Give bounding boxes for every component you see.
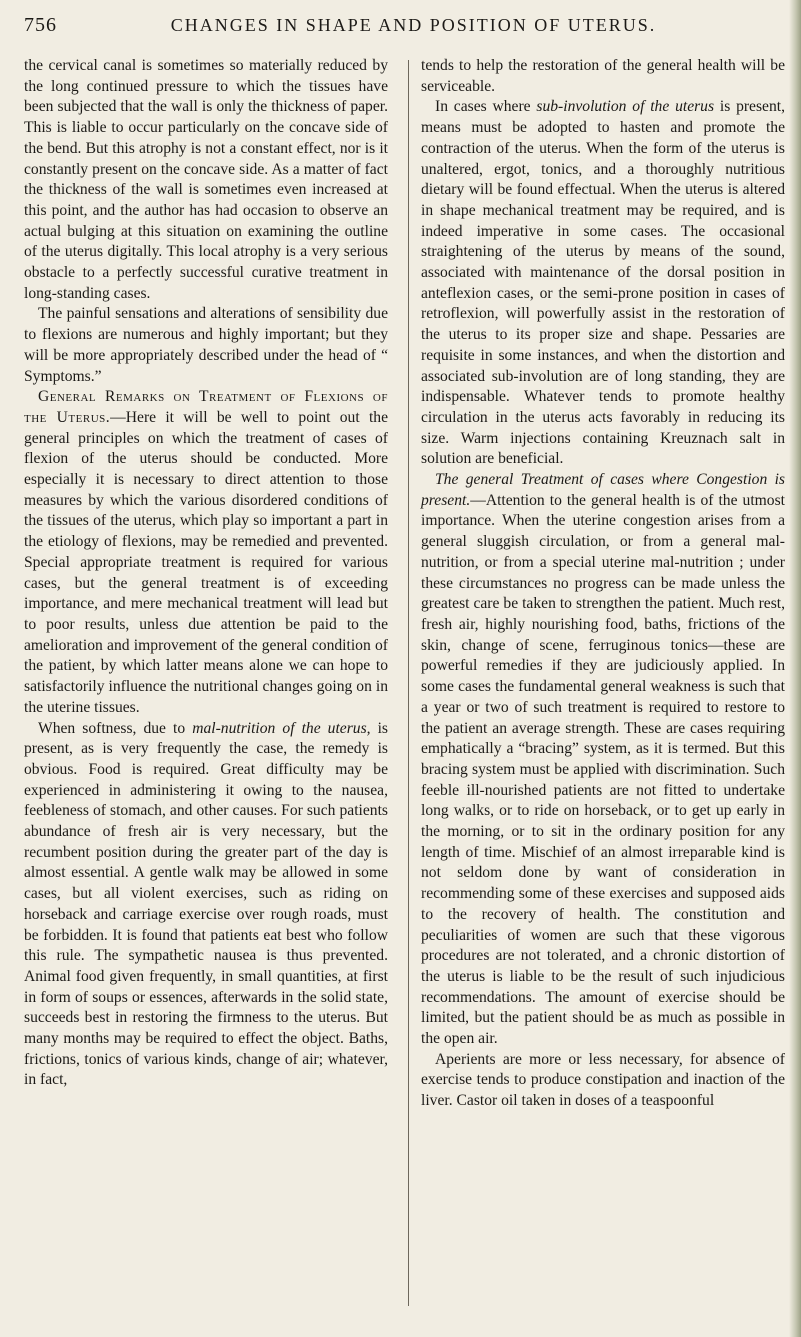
paragraph [421, 470, 785, 1050]
paragraph-text: is present, means must be adopted to hasten and promote the contraction of the uterus. When the form of the uterus is unaltered, ergot, tonics, and a thoroughly nutritious dietary will be found effectual. When the uterus is altered in shape mechanical treatment may be required, and is indeed imperative in some cases. The occasional straightening of the uterus by means of the sound, associated with maintenance of the dorsal position in anteflexion cases, or the semi-prone position in cases of retroflexion, will powerfully assist in the restoration of the uterus to its proper size and shape. Pessaries are requisite in some instances, and when the distortion and associated sub-involution are of long standing, they are indispensable. Whatever tends to promote healthy circulation in the uterus acts favorably in reducing its size. Warm injections containing Kreuznach salt in solution are beneficial. [421, 98, 785, 468]
right-column [421, 56, 785, 1306]
running-title: CHANGES IN SHAPE AND POSITION OF UTERUS. [170, 15, 657, 35]
paragraph-text: —Here it will be well to point out the general principles on which the treatment of cases of flexion of the uterus should be conducted. More especially it is necessary to direct attention to those measures by which the various disordered conditions of the tissues of the uterus, which play so important a part in the etiology of flexions, may be remedied and prevented. Special appropriate treatment is required for various cases, but the general treatment is of exceeding importance, and mere mechanical treatment will lead but to poor results, unless due attention be paid to the amelioration and improvement of the general condition of the patient, by which latter means alone we can hope to satisfactorily influence the nutritional changes going on in the uterine tissues. [24, 408, 388, 716]
paragraph [421, 97, 785, 470]
paragraph-text: —Attention to the general health is of the utmost importance. When the uterine congestion arises from a general sluggish circulation, or from a general mal-nutrition, or from a special uterine mal-nutrition ; under these circumstances no progress can be made unless the greatest care be taken to strengthen the patient. Much rest, fresh air, highly nourishing food, baths, frictions of the skin, change of scene, ferruginous tonics—these are powerful remedies if they are judiciously applied. In some cases the fundamental general weakness is such that a year or two of such treatment is required to restore to the patient an average strength. These are cases requiring emphatically a “bracing” system, as it is termed. But this bracing system must be applied with discrimination. Such feeble ill-nourished patients are not fitted to undertake long walks, or to ride on horseback, or to get up early in the morning, or to sit in the ordinary position for any length of time. Mischief of an almost irreparable kind is not seldom done by want of consideration in recommending some of these exercises and supposed aids to the recovery of health. The constitution and peculiarities of women are such that these vigorous procedures are not tolerated, and a chronic distortion of the uterus is liable to be the result of such injudicious recommendations. The amount of exercise should be limited, but the patient should be as much as possible in the open air. [421, 491, 785, 1048]
emphasis: sub-involution of the uterus [536, 98, 715, 116]
emphasis: mal-nutrition of the uterus, [192, 719, 371, 737]
paragraph: the cervical canal is sometimes so materially reduced by the long continued pressure to which the tissues have been subjected that the wall is only the thickness of paper. This is liable to occur particularly on the concave side of the bend. But this atrophy is not a constant effect, nor is it constantly present on the concave side. As a matter of fact the thickness of the wall is sometimes even increased at this point, and the author has had occasion to observe an actual bulging at this situation on examining the outline of the uterus digitally. This local atrophy is a very serious obstacle to a perfectly successful curative treatment in long-standing cases. [24, 57, 388, 302]
column-divider [408, 60, 409, 1306]
paragraph-text: In cases where [435, 98, 537, 116]
page-edge-shadow [789, 0, 801, 1337]
section-heading: General Remarks on Treatment of Flexions of the Uterus. [24, 388, 388, 426]
paragraph: The painful sensations and alterations of sensibility due to flexions are numerous and highly important; but they will be more appropriately described under the head of “ Symptoms.” [24, 305, 388, 385]
emphasis: The general Treatment of cases where Congestion is present. [421, 471, 785, 509]
text-columns [24, 56, 787, 1306]
left-column [24, 56, 388, 1306]
paragraph [24, 387, 388, 718]
paragraph [24, 719, 388, 1092]
running-head [24, 14, 787, 44]
paragraph: tends to help the restoration of the general health will be serviceable. [421, 57, 785, 95]
page-number: 756 [24, 14, 57, 36]
paragraph-text: is present, as is very frequently the case, the remedy is obvious. Food is required. Great difficulty may be experienced in administering it owing to the nausea, feebleness of stomach, and other causes. For such patients abundance of fresh air is very necessary, but the recumbent position during the greater part of the day is almost essential. A gentle walk may be allowed in some cases, but all violent exercises, such as riding on horseback and carriage exercise over rough roads, must be forbidden. It is found that patients eat best who follow this rule. The sympathetic nausea is thus prevented. Animal food given frequently, in small quantities, at first in form of soups or essences, afterwards in the solid state, succeeds best in restoring the firmness to the uterus. But many months may be required to effect the object. Baths, frictions, tonics of various kinds, change of air; whatever, in fact, [24, 719, 388, 1089]
paragraph: Aperients are more or less necessary, for absence of exercise tends to produce constipation and inaction of the liver. Castor oil taken in doses of a teaspoonful [421, 1050, 785, 1110]
paragraph-text: When softness, due to [38, 719, 193, 737]
